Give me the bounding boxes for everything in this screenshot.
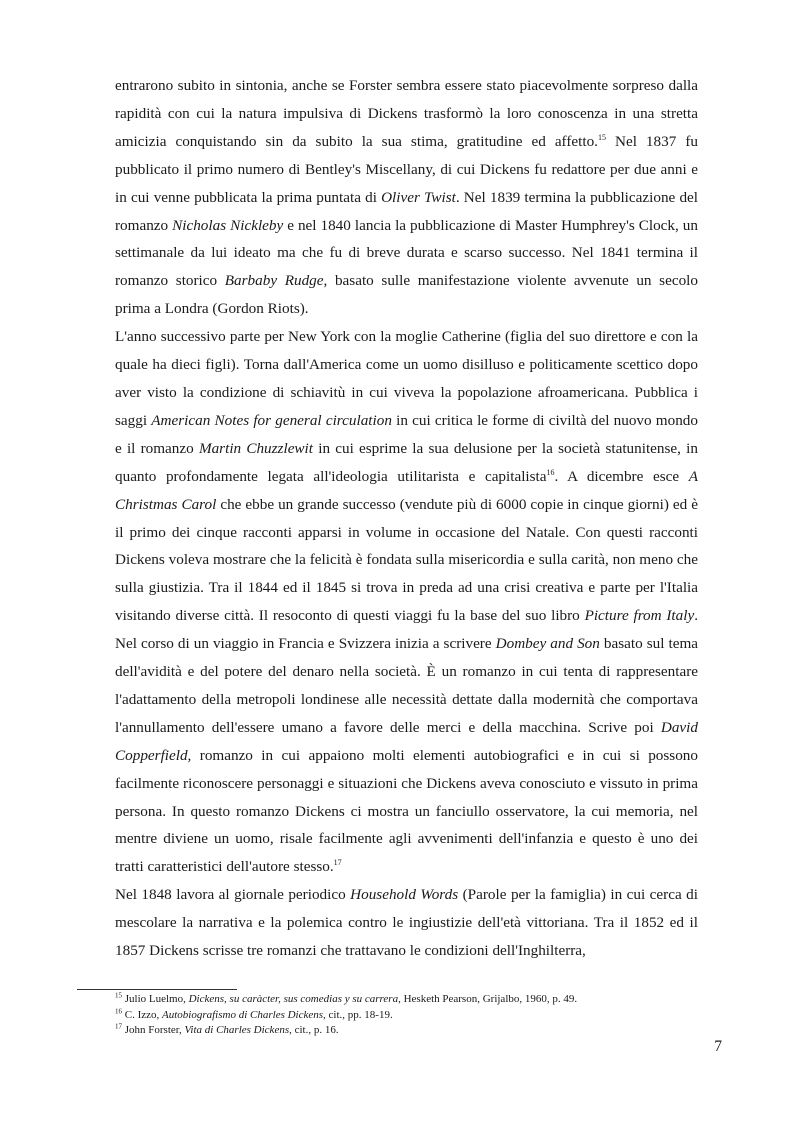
- text-run: in cui esprime la sua delusione per la società statunitense, in quanto profondamente legata all'ideologia utilitarista e capitalista: [115, 439, 698, 485]
- text-run: . A dicembre esce: [554, 467, 689, 485]
- text-run: basato sul tema dell'avidità e del potere del denaro nella società. È un romanzo in cui tenta di rappresentare l'adattamento della metropoli londinese alle necessità dettate dalla modernità che comportava l'annullamento dell'essere umano a favore delle merci e della macchina. Scrive poi: [115, 635, 698, 736]
- italic-title: Autobiografismo di Charles Dickens,: [162, 1008, 326, 1021]
- text-run: John Forster,: [122, 1024, 185, 1037]
- italic-title: Oliver Twist: [381, 188, 456, 206]
- paragraph: [115, 72, 698, 323]
- italic-title: Dickens, su caràcter, sus comedias y su carrera: [188, 993, 399, 1005]
- footnote-reference: 16: [115, 1006, 122, 1015]
- italic-title: American Notes for general circulation: [151, 411, 392, 429]
- italic-title: David Copperfield,: [115, 718, 698, 764]
- footnote-reference: 17: [115, 1022, 122, 1031]
- text-run: che ebbe un grande successo (vendute più di 6000 copie in cinque giorni) ed è il primo dei cinque racconti apparsi in volume in occasione del Natale. Con questi racconti Dickens voleva mostrare che la felicità è fondata sulla misericordia e sulla carità, non meno che sulla giustizia. Tra il 1844 ed il 1845 si trova in preda ad una crisi creativa e parte per l'Italia visitando diverse città. Il resoconto di questi viaggi fu la base del suo libro: [115, 495, 698, 625]
- text-run: Julio Luelmo,: [122, 993, 189, 1005]
- text-run: L'anno successivo parte per New York con la moglie Catherine (figlia del suo direttore e con la quale ha dieci figli). Torna dall'America come un uomo disilluso e politicamente scettico dopo aver visto la condizione di schiavitù in cui viveva la popolazione afroamericana. Pubblica i saggi: [115, 328, 698, 429]
- text-run: romanzo in cui appaiono molti elementi autobiografici e in cui si possono facilmente riconoscere personaggi e situazioni che Dickens aveva conosciuto e vissuto in prima persona. In questo romanzo Dickens ci mostra un fanciullo osservatore, la cui memoria, nel mentre diviene un uomo, risale facilmente agli avvenimenti dell'infanzia e questo è uno dei tratti caratteristici dell'autore stesso.: [115, 746, 698, 876]
- italic-title: Household Words: [350, 886, 459, 904]
- text-run: (Parole per la famiglia) in cui cerca di mescolare la narrativa e la polemica contro le ingiustizie dell'età vittoriana. Tra il 1852 ed il 1857 Dickens scrisse tre romanzi che trattavano le condizioni dell'Inghilterra,: [115, 886, 698, 960]
- footnote-reference: 17: [333, 858, 342, 868]
- text-run: , basato sulle manifestazione violente avvenute un secolo prima a Londra (Gordon Riots).: [115, 272, 698, 318]
- footnote: [115, 1023, 698, 1039]
- footnote: [115, 1008, 698, 1024]
- paragraph: [115, 323, 698, 881]
- text-run: . Nel 1839 termina la pubblicazione del romanzo: [115, 188, 698, 234]
- body-text: [115, 72, 698, 965]
- text-run: C. Izzo,: [122, 1008, 163, 1021]
- italic-title: Dombey and Son: [495, 635, 600, 653]
- text-run: , cit., p. 16.: [289, 1024, 339, 1037]
- italic-title: Nicholas Nickleby: [172, 216, 284, 234]
- footnote-separator: [77, 989, 237, 990]
- footnote-reference: 15: [597, 132, 606, 142]
- text-run: e nel 1840 lancia la pubblicazione di Master Humphrey's Clock, un settimanale da lui ideato ma che fu di breve durata e scarso successo. Nel 1841 termina il romanzo storico: [115, 216, 698, 290]
- footnote-reference: 15: [115, 991, 122, 1000]
- footnotes: [115, 992, 698, 1039]
- italic-title: Picture from Italy: [584, 607, 695, 625]
- text-run: . Nel corso di un viaggio in Francia e Svizzera inizia a scrivere: [115, 607, 698, 653]
- text-run: in cui critica le forme di civiltà del nuovo mondo e il romanzo: [115, 411, 698, 457]
- text-run: cit., pp. 18-19.: [325, 1008, 393, 1021]
- italic-title: Barbaby Rudge: [224, 272, 324, 290]
- text-run: Nel 1837 fu pubblicato il primo numero di Bentley's Miscellany, di cui Dickens fu redattore per due anni e in cui venne pubblicata la prima puntata di: [115, 132, 698, 206]
- text-run: entrarono subito in sintonia, anche se Forster sembra essere stato piacevolmente sorpreso dalla rapidità con cui la natura impulsiva di Dickens trasformò la loro conoscenza in una stretta amicizia conquistando sin da subito la sua stima, gratitudine ed affetto.: [115, 77, 698, 150]
- paragraph: [115, 881, 698, 965]
- page-number: 7: [714, 1038, 722, 1055]
- italic-title: A Christmas Carol: [115, 467, 698, 513]
- italic-title: Vita di Charles Dickens: [184, 1024, 290, 1037]
- footnote: [115, 992, 698, 1008]
- footnote-reference: 16: [546, 467, 555, 477]
- text-run: Nel 1848 lavora al giornale periodico: [115, 886, 351, 904]
- italic-title: Martin Chuzzlewit: [198, 439, 314, 457]
- text-run: , Hesketh Pearson, Grijalbo, 1960, p. 49.: [398, 993, 578, 1005]
